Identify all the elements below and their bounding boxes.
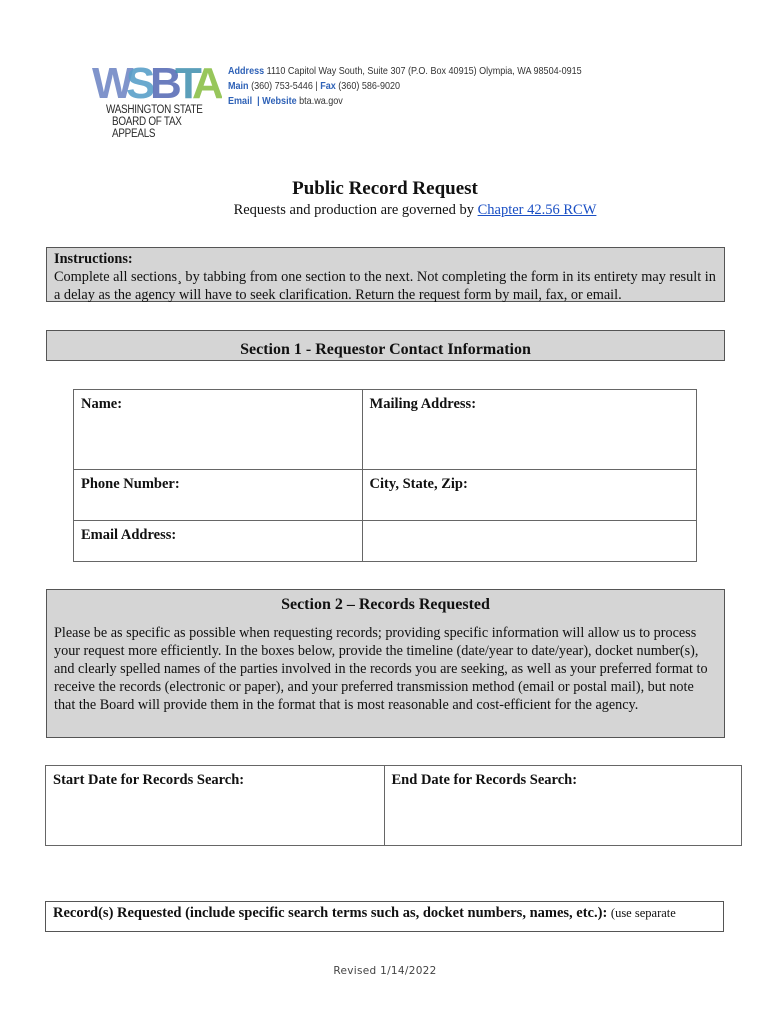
contact-info xyxy=(228,64,582,109)
svg-text:B: B xyxy=(150,60,178,102)
email-label: Email xyxy=(228,95,253,107)
revision-footer: Revised 1/14/2022 xyxy=(333,965,437,977)
svg-text:T: T xyxy=(175,60,198,102)
records-requested-note: (use separate xyxy=(610,906,676,920)
phone-number-label: Phone Number: xyxy=(81,476,180,492)
name-label: Name: xyxy=(81,396,123,412)
email-address-field[interactable] xyxy=(74,521,363,562)
start-date-label: Start Date for Records Search: xyxy=(53,772,245,788)
email-address-label: Email Address: xyxy=(81,527,177,543)
section2-panel xyxy=(46,589,725,738)
end-date-field[interactable] xyxy=(384,766,741,846)
logo-line-2: BOARD OF TAX APPEALS xyxy=(112,116,182,140)
svg-text:A: A xyxy=(192,60,220,102)
email-address-extra-field[interactable] xyxy=(362,521,696,562)
instructions-heading: Instructions: xyxy=(54,251,133,267)
date-range-table xyxy=(45,765,742,846)
logo-letters-graphic xyxy=(92,60,222,102)
section1-header: Section 1 - Requestor Contact Information xyxy=(46,330,725,361)
wsbta-logo xyxy=(92,60,222,140)
website-link[interactable]: bta.wa.gov xyxy=(299,95,343,107)
fax-label: Fax xyxy=(320,80,336,92)
records-requested-field[interactable] xyxy=(45,901,724,932)
end-date-label: End Date for Records Search: xyxy=(391,772,578,788)
records-requested-label: Record(s) Requested (include specific search terms such as, docket numbers, names, etc.): xyxy=(53,905,608,921)
instructions-panel xyxy=(46,247,725,302)
website-label: | Website xyxy=(257,95,297,107)
subtitle-text: Requests and production are governed by xyxy=(233,202,478,218)
contact-info-table xyxy=(73,389,697,562)
logo-line-1: WASHINGTON STATE xyxy=(106,104,203,116)
svg-text:W: W xyxy=(92,60,130,102)
mailing-address-field[interactable] xyxy=(362,390,696,470)
page-subtitle xyxy=(0,202,770,219)
svg-text:S: S xyxy=(126,60,152,102)
section2-instructions: Please be as specific as possible when requesting records; providing specific information will allow us to process your request more efficiently. In the boxes below, provide the timeline (date/year to date/year), docket number(s), and clearly spelled names of the parties involved in the records you are seeking, as well as your preferred format to receive the records (electronic or paper), and your preferred transmission method (email or postal mail), but note that the Board will provide them in the format that is most reasonable and cost-efficient for the agency. xyxy=(54,625,708,713)
fax-value: (360) 586-9020 xyxy=(338,80,401,92)
start-date-field[interactable] xyxy=(46,766,385,846)
page-title: Public Record Request xyxy=(292,178,478,199)
city-state-zip-field[interactable] xyxy=(362,470,696,521)
name-field[interactable] xyxy=(74,390,363,470)
mailing-address-label: Mailing Address: xyxy=(369,396,477,412)
city-state-zip-label: City, State, Zip: xyxy=(369,476,468,492)
address-value: 1110 Capitol Way South, Suite 307 (P.O. Box 40915) Olympia, WA 98504-0915 xyxy=(266,65,582,77)
instructions-text: Complete all sections¸ by tabbing from one section to the next. Not completing the form in its entirety may result in a delay as the agency will have to seek clarification. Return the request form by mail, fax, or email. xyxy=(54,269,716,303)
rcw-link[interactable]: Chapter 42.56 RCW xyxy=(477,202,597,218)
section2-header: Section 2 – Records Requested xyxy=(281,596,490,613)
phone-number-field[interactable] xyxy=(74,470,363,521)
address-label: Address xyxy=(228,65,265,77)
main-label: Main xyxy=(228,80,249,92)
main-phone: (360) 753-5446 | xyxy=(251,80,318,92)
